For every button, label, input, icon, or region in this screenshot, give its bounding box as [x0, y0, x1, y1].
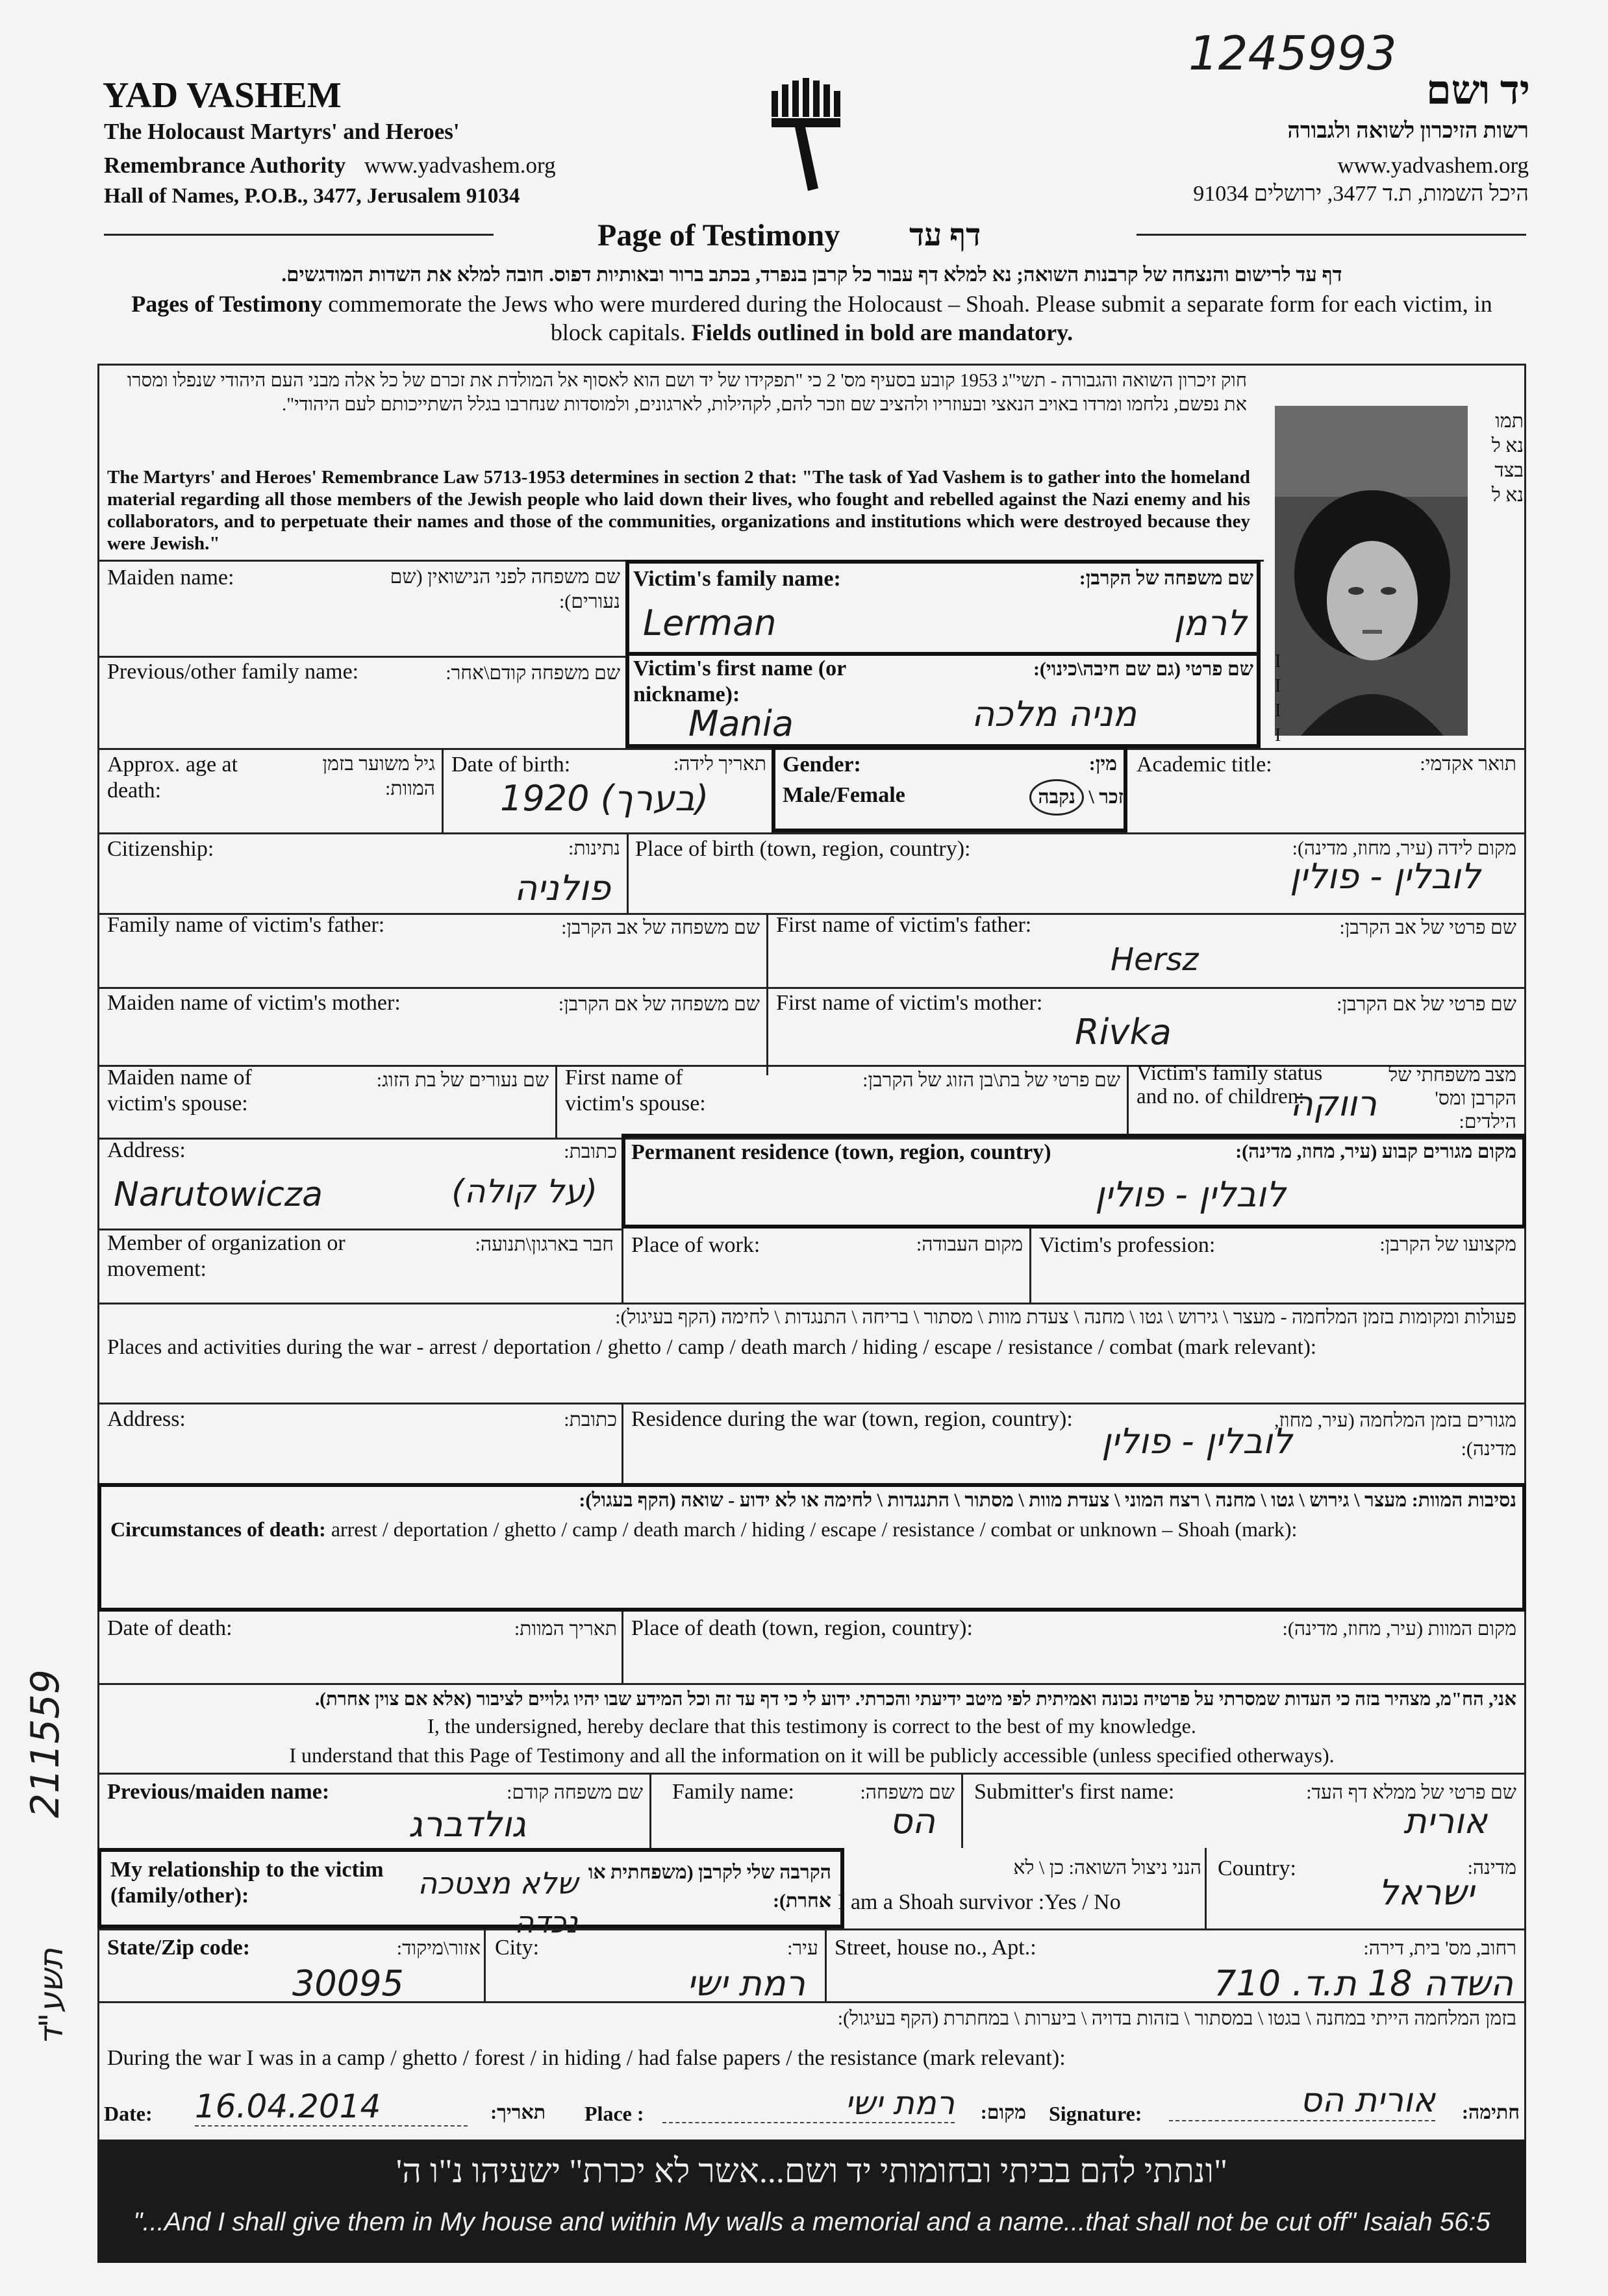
father-first-name-label-he: שם פרטי של אב הקרבן:	[1339, 917, 1516, 938]
address-label-he: כתובת:	[564, 1141, 617, 1162]
war-residence-label: Residence during the war (town, region, country):	[631, 1407, 1073, 1431]
org-line2-en: The Holocaust Martyrs' and Heroes'	[104, 119, 460, 144]
mother-maiden-name-label: Maiden name of victim's mother:	[107, 991, 401, 1015]
war-residence-label-he: מגורים בזמן המלחמה (עיר, מחוז, מדינה):	[1274, 1410, 1516, 1460]
gender-label-he: מין:	[1088, 753, 1117, 775]
place-label: Place :	[584, 2102, 644, 2125]
org-name-he: יד ושם	[1426, 69, 1530, 113]
submitter-first-name-label: Submitter's first name:	[974, 1780, 1175, 1804]
family-name-value-he[interactable]: לרמן	[1174, 603, 1247, 643]
war-address-label-he: כתובת:	[564, 1409, 617, 1430]
relationship-label-he: הקרבה שלי לקרבן (משפחתית או אחרת):	[588, 1862, 831, 1912]
org-line2-he: רשות הזיכרון לשואה ולגבורה	[1287, 119, 1529, 143]
photo-text-1: תמו	[1495, 410, 1524, 432]
organization-label-he: חבר בארגון\תנועה:	[475, 1234, 614, 1255]
father-family-name-label-he: שם משפחה של אב הקרבן:	[561, 917, 760, 938]
first-name-value[interactable]: Mania	[688, 703, 794, 744]
survivor-he: הנני ניצול השואה: כן \ לא	[1013, 1857, 1201, 1878]
city-value[interactable]: רמת ישי	[686, 1963, 805, 2004]
photo-mark-1: I	[1275, 651, 1281, 671]
street-label-he: רחוב, מס' בית, דירה:	[1363, 1938, 1516, 1959]
declaration-en-2: I understand that this Page of Testimony and all the information on it will be publicly accessible (unless specified otherways).	[289, 1743, 1335, 1767]
page-title: Page of Testimony	[597, 218, 840, 253]
family-status-value[interactable]: רווקה	[1290, 1083, 1377, 1124]
permanent-residence-value[interactable]: לובלין - פולין	[1095, 1174, 1286, 1215]
website-en: www.yadvashem.org	[364, 153, 556, 178]
family-name-label: Victim's family name:	[633, 567, 841, 591]
reference-number: 1245993	[1188, 26, 1397, 81]
citizenship-value[interactable]: פולניה	[514, 867, 610, 908]
gender-options: Male/Female	[783, 783, 905, 807]
intro-en-text: commemorate the Jews who were murdered during the Holocaust – Shoah. Please submit a separate form for each victim, in block capitals.	[322, 291, 1492, 345]
declaration-en-1: I, the undersigned, hereby declare that this testimony is correct to the best of my knowledge.	[427, 1714, 1196, 1738]
gender-male-he[interactable]: זכר	[1099, 786, 1124, 808]
intro-en-bold: Pages of Testimony	[131, 291, 323, 317]
country-label: Country:	[1218, 1856, 1296, 1880]
place-of-birth-label: Place of birth (town, region, country):	[635, 837, 971, 861]
circumstances-en-text: arrest / deportation / ghetto / camp / death march / hiding / escape / resistance / combat or unknown – Shoah (mark):	[325, 1517, 1298, 1541]
address-value-he[interactable]: (על קולה)	[451, 1173, 597, 1210]
country-value[interactable]: ישראל	[1378, 1872, 1474, 1913]
street-value[interactable]: השדה 18 ת.ד. 710	[1214, 1963, 1513, 2004]
intro-en-mandatory: Fields outlined in bold are mandatory.	[691, 319, 1074, 345]
date-of-birth-value[interactable]: 1920 (בערך)	[500, 778, 709, 819]
gender-options-he[interactable]: זכר \ נקבה	[1007, 779, 1124, 816]
submitter-previous-name-label-he: שם משפחה קודם:	[507, 1782, 643, 1803]
spouse-first-name-label: First name of victim's spouse:	[565, 1066, 706, 1116]
signature-label-he: חתימה:	[1462, 2102, 1520, 2123]
circumstances-en	[110, 1516, 1297, 1542]
date-of-birth-label: Date of birth:	[451, 753, 571, 777]
photo-text-4: נא ל	[1491, 484, 1524, 506]
age-at-death-label-he: גיל משוער בזמן המוות:	[322, 753, 435, 799]
place-of-death-label: Place of death (town, region, country):	[631, 1616, 973, 1640]
zip-label-he: אזור\מיקוד:	[396, 1938, 481, 1959]
photo-mark-2: I	[1275, 676, 1281, 696]
submitter-family-name-value[interactable]: הס	[889, 1801, 935, 1841]
page-title-he: דף עד	[909, 218, 981, 253]
footer-banner	[97, 2140, 1526, 2263]
place-of-work-label-he: מקום העבודה:	[916, 1234, 1023, 1255]
first-name-value-he[interactable]: מניה מלכה	[971, 693, 1137, 734]
academic-title-label: Academic title:	[1137, 753, 1272, 777]
circumstances-he: נסיבות המוות: מעצר \ גירוש \ גטו \ מחנה \ רצח המוני \ צעדת מוות \ מסתור \ התנגדות \ לחימה או לא ידוע - שואה (הקף בעגול):	[579, 1490, 1516, 1511]
maiden-name-label-he: שם משפחה לפני הנישואין (שם נעורים):	[390, 566, 620, 612]
address-en: Hall of Names, P.O.B., 3477, Jerusalem 91034	[104, 184, 520, 208]
camp-he: בזמן המלחמה הייתי במחנה \ בגטו \ במסתור \ בזהות בדויה \ ביערות \ במחתרת (הקף בעיגול):	[837, 2008, 1516, 2029]
intro-he: דף עד לרישום והנצחה של קרבנות השואה; נא למלא דף עבור כל קרבן בנפרד, בכתב ברור ובאותיות דפוס. חובה למלא את השדות המודגשים.	[281, 263, 1342, 286]
war-residence-value[interactable]: לובלין - פולין	[1101, 1421, 1292, 1462]
family-status-label: Victim's family status and no. of children:	[1137, 1062, 1323, 1108]
submitter-first-name-value[interactable]: אורית	[1403, 1801, 1487, 1841]
org-line3-row	[104, 153, 556, 179]
submitter-family-name-label: Family name:	[672, 1780, 794, 1804]
date-label: Date:	[104, 2102, 153, 2125]
city-label-he: עיר:	[787, 1938, 818, 1959]
family-status-label-he: מצב משפחתי של הקרבן ומס' הילדים:	[1388, 1064, 1516, 1132]
spouse-maiden-name-label-he: שם נעורים של בת הזוג:	[376, 1069, 549, 1091]
mother-first-name-value[interactable]: Rivka	[1075, 1012, 1172, 1053]
address-label: Address:	[107, 1138, 186, 1162]
margin-note-year: תשע"ד	[32, 1948, 70, 2045]
place-value[interactable]: רמת ישי	[662, 2084, 955, 2123]
academic-title-label-he: תואר אקדמי:	[1420, 753, 1516, 775]
submitter-first-name-label-he: שם פרטי של ממלא דף העד:	[1306, 1782, 1516, 1803]
spouse-maiden-name-label: Maiden name of victim's spouse:	[107, 1066, 252, 1116]
signature-value[interactable]: אורית הס	[1169, 2081, 1435, 2121]
permanent-residence-label-he: מקום מגורים קבוע (עיר, מחוז, מדינה):	[1235, 1141, 1516, 1162]
relationship-value[interactable]: שלא מצטכה נכדה	[418, 1866, 578, 1940]
street-label: Street, house no., Apt.:	[835, 1936, 1036, 1960]
citizenship-label: Citizenship:	[107, 837, 214, 861]
date-of-birth-label-he: תאריך לידה:	[673, 753, 766, 775]
age-at-death-label: Approx. age at death:	[107, 753, 238, 803]
first-name-label-he: שם פרטי (גם שם חיבה\כינוי):	[1033, 658, 1253, 680]
profession-label: Victim's profession:	[1039, 1233, 1216, 1257]
gender-label: Gender:	[783, 753, 861, 777]
margin-note-number: 211559	[23, 1669, 68, 1818]
org-name-en: YAD VASHEM	[103, 75, 342, 116]
father-first-name-value[interactable]: Hersz	[1111, 942, 1199, 978]
submitter-family-name-label-he: שם משפחה:	[860, 1782, 955, 1803]
victim-photo	[1275, 406, 1468, 736]
date-value[interactable]: 16.04.2014	[195, 2088, 468, 2127]
place-of-death-label-he: מקום המוות (עיר, מחוז, מדינה):	[1282, 1618, 1516, 1640]
photo-side-marks	[1275, 649, 1288, 748]
website-he: www.yadvashem.org	[1337, 153, 1529, 178]
permanent-residence-label: Permanent residence (town, region, country)	[631, 1140, 1051, 1164]
organization-label: Member of organization or movement:	[107, 1231, 345, 1281]
photo-mark-4: I	[1275, 725, 1281, 745]
date-label-he: תאריך:	[490, 2102, 546, 2123]
org-line3-en: Remembrance Authority	[104, 153, 346, 178]
zip-label: State/Zip code:	[107, 1936, 251, 1960]
photo-side-text	[1472, 409, 1524, 508]
previous-family-name-label-he: שם משפחה קודם\אחר:	[446, 662, 620, 684]
family-name-label-he: שם משפחה של הקרבן:	[1079, 568, 1253, 589]
previous-family-name-label: Previous/other family name:	[107, 660, 359, 684]
first-name-label: Victim's first name (or nickname):	[633, 656, 846, 706]
circumstances-en-bold: Circumstances of death:	[110, 1517, 326, 1541]
country-label-he: מדינה:	[1467, 1857, 1516, 1878]
declaration-he: אני, הח"מ, מצהיר בזה כי העדות שמסרתי על פרטיה נכונה ואמיתית לפי מיטב ידיעתי והכרתי. ידוע לי כי דף עד זה וכל המידע שבו יהיו גלויים לציבור (אלא אם צוין אחרת).	[315, 1689, 1516, 1710]
maiden-name-label: Maiden name:	[107, 566, 234, 590]
intro-en	[104, 290, 1520, 347]
law-text-en: The Martyrs' and Heroes' Remembrance Law 5713-1953 determines in section 2 that: "The task of Yad Vashem is to gather into the homeland material regarding all those members of the Jewish people who laid down their lives, who fought and rebelled against the Nazi enemy and his collaborators, and to perpetuate their names and those of the communities, organizations and institutions which were destroyed because they were Jewish."	[107, 467, 1250, 554]
war-address-label: Address:	[107, 1407, 186, 1431]
law-text-he: חוק זיכרון השואה והגבורה - תשי"ג 1953 קובע בסעיף מס' 2 כי "תפקידו של יד ושם הוא לאסוף אל המולדת את זכרם של כל אלה מבני העם היהודי שנפלו ומסרו את נפשם, נלחמו ומרדו באויב הנאצי ובעוזריו ולהציב שם וזכר להם, לקהילות, לארגונים, ולמוסדות שנחרבו בגלל השתייכותם לעם היהודי".	[127, 370, 1247, 415]
father-first-name-label: First name of victim's father:	[776, 913, 1032, 937]
photo-text-3: בצד	[1494, 460, 1524, 481]
gender-female-he[interactable]: נקבה	[1029, 779, 1084, 816]
relationship-label: My relationship to the victim (family/other):	[110, 1858, 384, 1908]
family-name-value[interactable]: Lerman	[643, 603, 777, 643]
mother-maiden-name-label-he: שם משפחה של אם הקרבן:	[558, 993, 760, 1015]
city-label: City:	[495, 1936, 540, 1960]
camp-en: During the war I was in a camp / ghetto / forest / in hiding / had false papers / the resistance (mark relevant):	[107, 2046, 1066, 2070]
submitter-previous-name-label: Previous/maiden name:	[107, 1780, 330, 1804]
submitter-previous-name-value[interactable]: גולדברג	[408, 1804, 526, 1845]
place-label-he: מקום:	[980, 2102, 1026, 2123]
date-of-death-label: Date of death:	[107, 1616, 232, 1640]
yad-vashem-logo	[766, 71, 844, 201]
profession-label-he: מקצועו של הקרבן:	[1379, 1234, 1516, 1255]
citizenship-label-he: נתינות:	[568, 838, 620, 859]
place-of-birth-label-he: מקום לידה (עיר, מחוז, מדינה):	[1292, 838, 1516, 859]
banner-en: "...And I shall give them in My house and within My walls a memorial and a name...that shall not be cut off" Isaiah 56:5	[133, 2208, 1490, 2236]
address-he: היכל השמות, ת.ד 3477, ירושלים 91034	[1193, 182, 1529, 206]
mother-first-name-label: First name of victim's mother:	[776, 991, 1043, 1015]
zip-value[interactable]: 30095	[292, 1963, 404, 2004]
photo-mark-3: I	[1275, 701, 1281, 721]
address-value[interactable]: Narutowicza	[114, 1175, 323, 1214]
mother-first-name-label-he: שם פרטי של אם הקרבן:	[1337, 993, 1516, 1015]
banner-he: "ונתתי להם בביתי ובחומותי יד ושם...אשר לא יכרת" ישעיהו נ"ו ה'	[396, 2153, 1228, 2190]
father-family-name-label: Family name of victim's father:	[107, 913, 385, 937]
war-activities-en: Places and activities during the war - arrest / deportation / ghetto / camp / death march / hiding / escape / resistance / combat (mark relevant):	[107, 1336, 1317, 1359]
war-activities-he: פעולות ומקומות בזמן המלחמה - מעצר \ גירוש \ גטו \ מחנה \ צעדת מוות \ מסתור \ בריחה \ התנגדות \ לחימה (הקף בעיגול):	[615, 1306, 1516, 1328]
place-of-birth-value[interactable]: לובלין - פולין	[1290, 856, 1481, 897]
signature-label: Signature:	[1049, 2102, 1142, 2125]
photo-text-2: נא ל	[1491, 435, 1524, 456]
survivor-en[interactable]: I am a Shoah survivor :Yes / No	[838, 1890, 1121, 1914]
date-of-death-label-he: תאריך המוות:	[514, 1618, 617, 1640]
place-of-work-label: Place of work:	[631, 1233, 760, 1257]
spouse-first-name-label-he: שם פרטי של בת\בן הזוג של הקרבן:	[862, 1069, 1120, 1091]
